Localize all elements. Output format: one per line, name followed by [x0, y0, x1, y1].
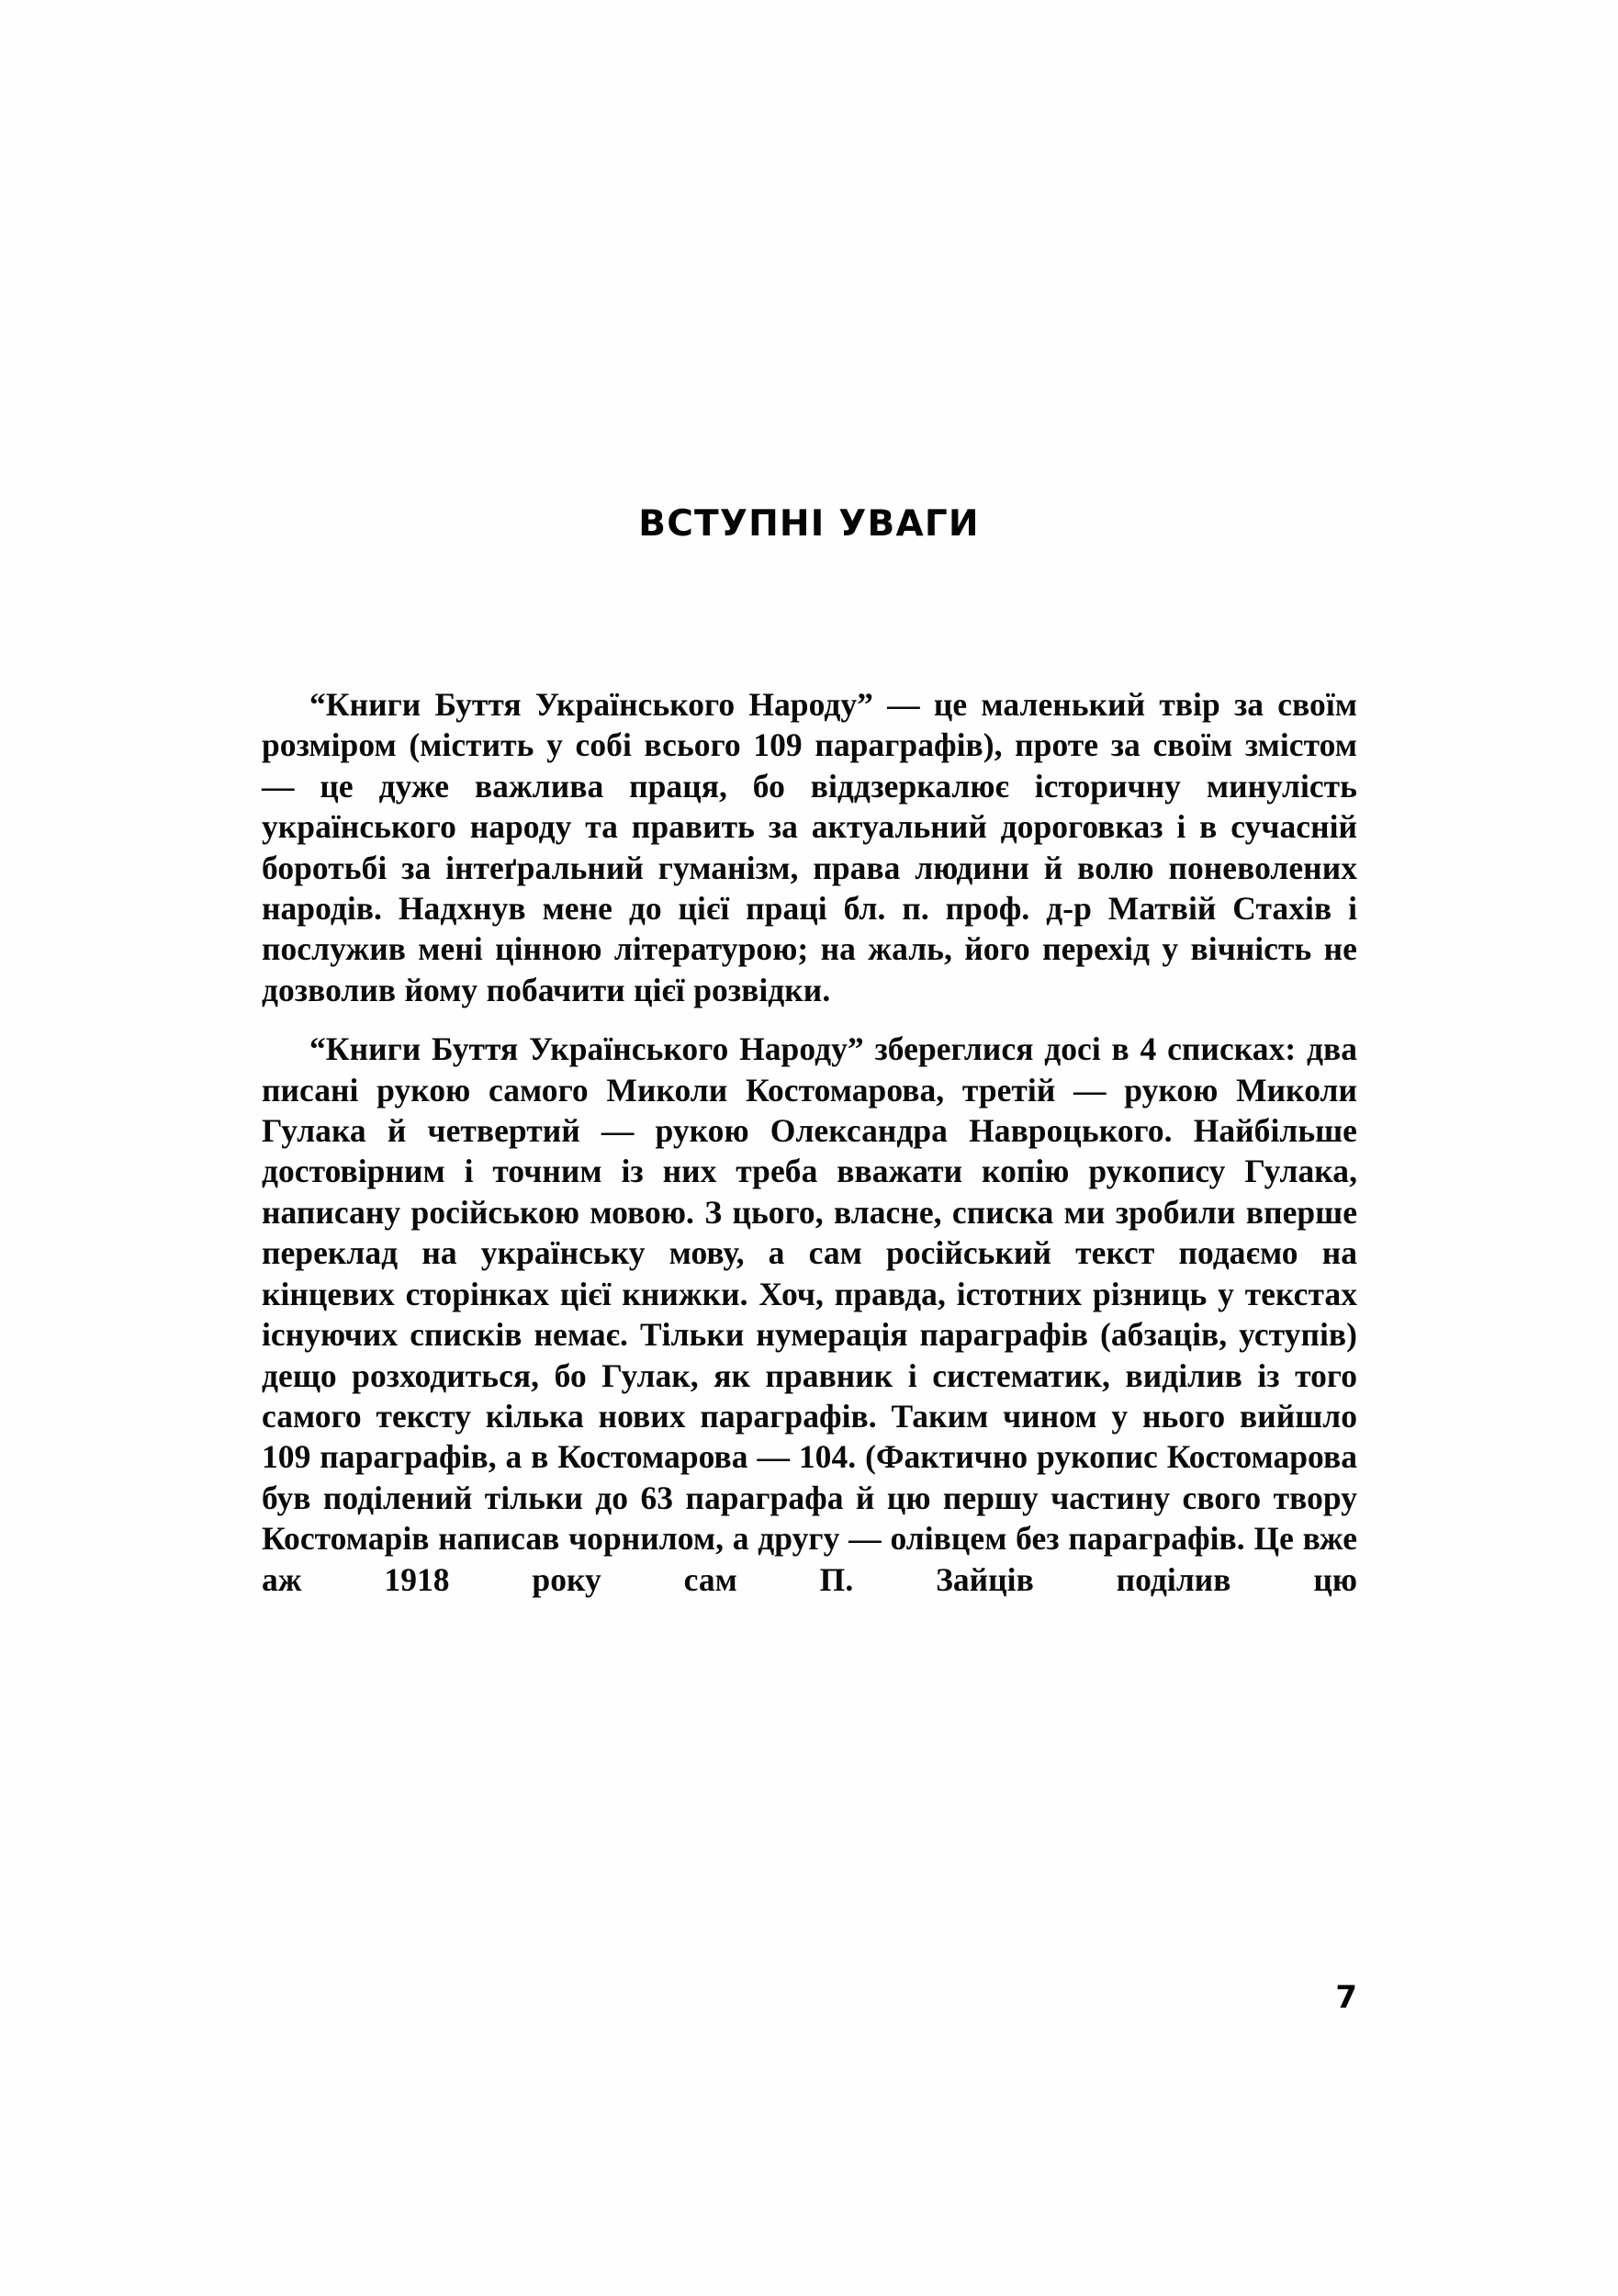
body-paragraph-2: “Книги Буття Українського Народу” збереглися досі в 4 списках: два писані рукою самого Миколи Костомарова, третій — рукою Миколи Гулака й четвертий — рукою Олександра Навроцького. Найбільше достовірним і точним із них треба вважати копію рукопису Гулака, написану російською мовою. З цього, власне, списка ми зробили вперше переклад на українську мову, а сам російський текст подаємо на кінцевих сторінках цієї книжки. Хоч, правда, істотних різниць у текстах існуючих списків немає. Тільки нумерація параграфів (абзаців, уступів) дещо розходиться, бо Гулак, як правник і систематик, виділив із того самого тексту кілька нових параграфів. Таким чином у нього вийшло 109 параграфів, а в Костомарова — 104. (Фактично рукопис Костомарова був поділений тільки до 63 параграфа й цю першу частину свого твору Костомарів написав чорнилом, а другу — олівцем без параграфів. Це вже аж 1918 року сам П. Зайців поділив цю	[262, 1030, 1357, 1598]
body-text-column	[262, 684, 1357, 1600]
body-paragraph-1: “Книги Буття Українського Народу” — це маленький твір за своїм розміром (містить у собі всього 109 параграфів), проте за своїм змістом — це дуже важлива праця, бо віддзеркалює історичну минулість українського народу та править за актуальний дороговказ і в сучасній боротьбі за інтеґральний гуманізм, права людини й волю поневолених народів. Надхнув мене до цієї праці бл. п. проф. д-р Матвій Стахів і послужив мені цінною літературою; на жаль, його перехід у вічність не дозволив йому побачити цієї розвідки.	[262, 686, 1357, 1008]
page-number: 7	[1335, 1979, 1357, 2016]
page-title: ВСТУПНІ УВАГИ	[638, 503, 980, 546]
